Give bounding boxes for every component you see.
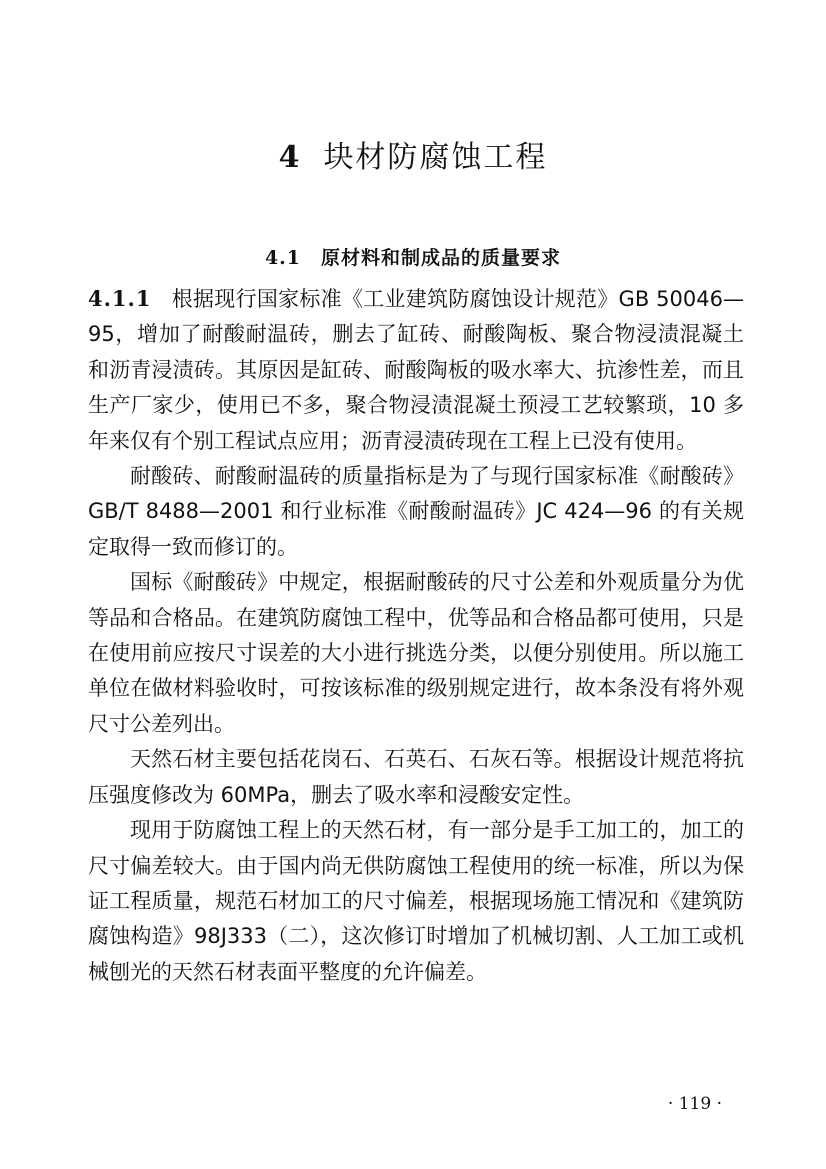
section-title-text: 原材料和制成品的质量要求 — [321, 246, 562, 269]
section-number: 4.1 — [264, 246, 302, 269]
paragraph: 耐酸砖、耐酸耐温砖的质量指标是为了与现行国家标准《耐酸砖》GB/T 8488—2001 和行业标准《耐酸耐温砖》JC 424—96 的有关规定取得一致而修订的。 — [88, 464, 744, 559]
body-text — [88, 281, 744, 990]
section-title — [0, 244, 826, 272]
paragraph: 国标《耐酸砖》中规定，根据耐酸砖的尺寸公差和外观质量分为优等品和合格品。在建筑防腐蚀工程中，优等品和合格品都可使用，只是在使用前应按尺寸误差的大小进行挑选分类，以便分别使用。所以施工单位在做材料验收时，可按该标准的级别规定进行，故本条没有将外观尺寸公差列出。 — [88, 570, 744, 736]
chapter-title — [0, 138, 826, 178]
paragraph: 天然石材主要包括花岗石、石英石、石灰石等。根据设计规范将抗压强度修改为 60MPa，删去了吸水率和浸酸安定性。 — [88, 747, 744, 807]
chapter-number: 4 — [278, 140, 302, 176]
paragraph-text: 根据现行国家标准《工业建筑防腐蚀设计规范》GB 50046—95，增加了耐酸耐温砖，删去了缸砖、耐酸陶板、聚合物浸渍混凝土和沥青浸渍砖。其原因是缸砖、耐酸陶板的吸水率大、抗渗性差，而且生产厂家少，使用已不多，聚合物浸渍混凝土预浸工艺较繁琐，10 多年来仅有个别工程试点应用；沥青浸渍砖现在工程上已没有使用。 — [88, 287, 744, 453]
page-number: · 119 · — [667, 1094, 722, 1114]
clause-number: 4.1.1 — [88, 286, 152, 311]
paragraph: 现用于防腐蚀工程上的天然石材，有一部分是手工加工的，加工的尺寸偏差较大。由于国内尚无供防腐蚀工程使用的统一标准，所以为保证工程质量，规范石材加工的尺寸偏差，根据现场施工情况和《建筑防腐蚀构造》98J333（二），这次修订时增加了机械切割、人工加工或机械刨光的天然石材表面平整度的允许偏差。 — [88, 818, 744, 984]
paragraph — [88, 281, 744, 459]
chapter-title-text: 块材防腐蚀工程 — [323, 140, 548, 176]
